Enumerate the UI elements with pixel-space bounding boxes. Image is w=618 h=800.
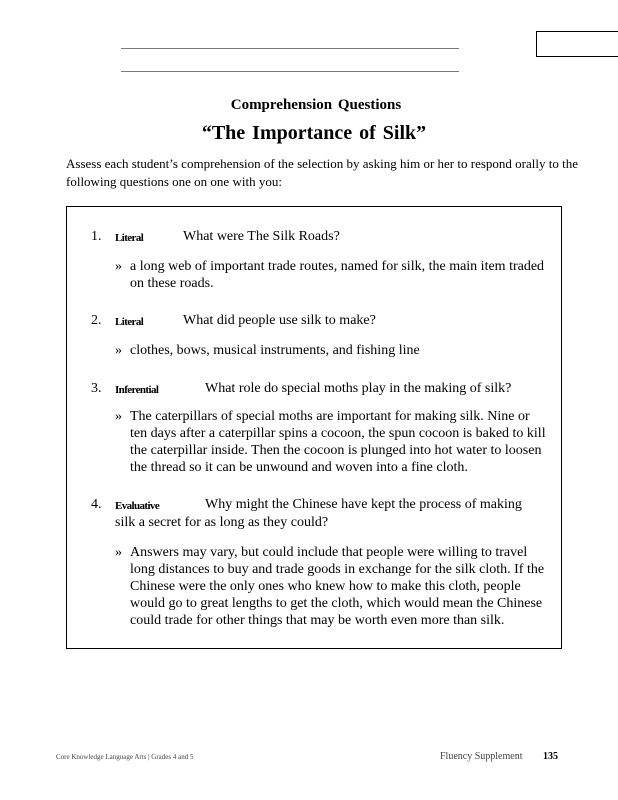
section-label: Comprehension Questions <box>230 97 402 113</box>
answer-2 <box>115 342 547 359</box>
name-line <box>121 48 459 49</box>
question-text: What were The Silk Roads? <box>183 229 340 244</box>
questions-box <box>66 206 562 649</box>
answer-text: a long web of important trade routes, named for silk, the main item traded on these roads. <box>130 259 545 291</box>
question-2 <box>91 312 543 330</box>
question-number: 1. <box>91 229 102 244</box>
question-text: Why might the Chinese have kept the process of making silk a secret for as long as they could? <box>115 497 522 530</box>
answer-marker: » <box>115 343 122 358</box>
question-text: What role do special moths play in the making of silk? <box>205 381 512 396</box>
answer-text: The caterpillars of special moths are important for making silk. Nine or ten days after a caterpillar spins a cocoon, the spun cocoon is baked to kill the caterpillar inside. Then the cocoon is plunged into hot water to loosen the thread so it can be unwound and woven into a fine cloth. <box>130 409 546 475</box>
question-type: Literal <box>115 316 144 328</box>
question-number: 4. <box>91 497 102 512</box>
footer-series: Core Knowledge Language Arts | Grades 4 and 5 <box>56 753 194 761</box>
question-4 <box>91 496 543 532</box>
date-line <box>121 71 459 72</box>
question-type: Inferential <box>115 384 159 396</box>
page-number: 135 <box>543 751 558 762</box>
question-number: 2. <box>91 313 102 328</box>
answer-marker: » <box>115 545 122 560</box>
page-title: “The Importance of Silk” <box>201 122 427 144</box>
answer-marker: » <box>115 259 122 274</box>
instructions-text: Assess each student’s comprehension of the selection by asking him or her to respond orally to the following questions one on one with you: <box>66 156 578 189</box>
answer-4 <box>115 544 547 629</box>
answer-marker: » <box>115 409 122 424</box>
question-3 <box>91 380 543 398</box>
answer-3 <box>115 408 547 476</box>
score-box <box>536 31 618 57</box>
question-1 <box>91 228 543 246</box>
question-type: Evaluative <box>115 500 160 512</box>
question-type: Literal <box>115 232 144 244</box>
answer-1 <box>115 258 547 292</box>
footer-title: Fluency Supplement <box>440 751 523 762</box>
answer-text: clothes, bows, musical instruments, and fishing line <box>130 343 420 358</box>
answer-text: Answers may vary, but could include that people were willing to travel long distances to buy and trade goods in exchange for the silk cloth. If the Chinese were the only ones who knew how to make this cloth, people would go to great lengths to get the cloth, which would mean the Chinese could trade for other things that may be worth even more than silk. <box>130 545 545 628</box>
question-text: What did people use silk to make? <box>183 313 376 328</box>
question-number: 3. <box>91 381 102 396</box>
